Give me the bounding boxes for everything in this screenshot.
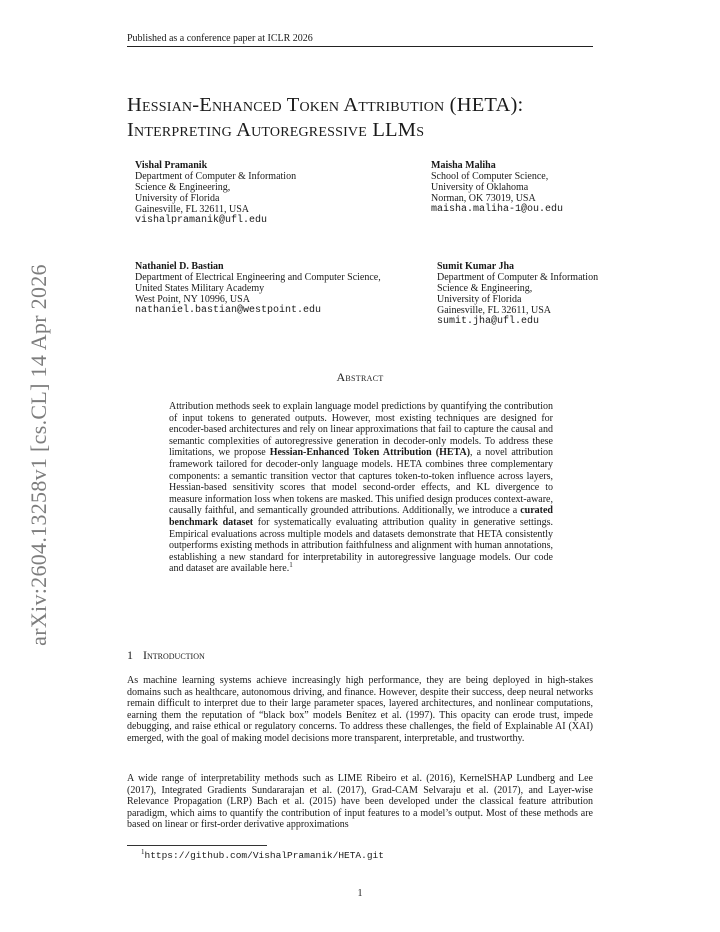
author-affiliation-line: Norman, OK 73019, USA	[431, 193, 536, 204]
body-paragraph: A wide range of interpretability methods such as LIME Ribeiro et al. (2016), KernelSHAP Lundberg and Lee (2017), Integrated Gradients Sundararajan et al. (2017), Grad-CAM Selvaraju et al. (2017), and Layer-wise Relevance Propagation (LRP) Bach et al. (2015) have been developed under the classical feature attribution paradigm, which aims to quantify the contribution of input features to a model’s output. Most of these methods are based on linear or first-order derivative approximations	[127, 773, 593, 831]
arxiv-sidebar-stamp	[19, 260, 59, 650]
body-paragraph: As machine learning systems achieve increasingly high performance, they are being deployed in high-stakes domains such as healthcare, autonomous driving, and finance. However, despite their success, deep neural networks remain difficult to interpret due to their large parameter spaces, layered architectures, and nonlinear computations, earning them the reputation of “black box” models Benítez et al. (1997). This opacity can erode trust, impede debugging, and raise ethical or regulatory concerns. To address these challenges, the field of Explainable AI (XAI) emerged, with the goal of making model decisions more transparent, interpretable, and trustworthy.	[127, 675, 593, 744]
author-block	[431, 160, 563, 215]
paper-title	[127, 93, 647, 143]
author-name: Nathaniel D. Bastian	[135, 261, 224, 272]
title-line-1: Hessian-Enhanced Token Attribution (HETA):	[127, 94, 524, 116]
section-number: 1	[127, 648, 133, 662]
author-affiliation-line: University of Florida	[135, 193, 220, 204]
author-email: sumit.jha@ufl.edu	[437, 316, 540, 327]
arxiv-identifier: arXiv:2604.13258v1 [cs.CL] 14 Apr 2026	[26, 264, 51, 646]
author-affiliation-line: Gainesville, FL 32611, USA	[437, 305, 551, 316]
author-affiliation-line: Gainesville, FL 32611, USA	[135, 204, 249, 215]
author-block	[135, 160, 296, 226]
author-affiliation-line: United States Military Academy	[135, 283, 265, 294]
author-email: nathaniel.bastian@westpoint.edu	[135, 305, 322, 316]
author-name: Vishal Pramanik	[135, 160, 208, 171]
abstract-text: for systematically evaluating attribution quality in generative settings. Empirical evaluations across multiple models and datasets demonstrate that HETA consistently outperforms existing methods in attribution faithfulness and alignment with human annotations, establishing a new standard for interpretability in autoregressive language models. Our code and dataset are available here.	[169, 516, 553, 575]
author-name: Sumit Kumar Jha	[437, 261, 515, 272]
author-affiliation-line: School of Computer Science,	[431, 171, 549, 182]
author-affiliation-line: University of Oklahoma	[431, 182, 529, 193]
page-number: 1	[357, 888, 363, 899]
abstract-emphasis: Hessian-Enhanced Token Attribution (HETA)	[269, 447, 471, 459]
footnote-rule	[127, 845, 267, 846]
author-affiliation-line: Science & Engineering,	[135, 182, 231, 193]
section-heading-introduction	[127, 648, 205, 663]
author-name: Maisha Maliha	[431, 160, 496, 171]
footnote	[141, 850, 384, 861]
running-header: Published as a conference paper at ICLR 2026	[127, 33, 313, 44]
abstract-body	[169, 401, 553, 575]
author-affiliation-line: Department of Computer & Information	[135, 171, 297, 182]
author-email: maisha.maliha-1@ou.edu	[431, 204, 564, 215]
header-rule	[127, 46, 593, 47]
section-title: Introduction	[143, 648, 205, 662]
author-email: vishalpramanik@ufl.edu	[135, 215, 268, 226]
abstract-heading: Abstract	[336, 370, 384, 384]
footnote-number: 1	[141, 848, 145, 856]
footnote-link[interactable]: https://github.com/VishalPramanik/HETA.git	[144, 850, 384, 861]
abstract-emphasis: curated benchmark dataset	[169, 505, 553, 528]
author-affiliation-line: Science & Engineering,	[437, 283, 533, 294]
author-block	[135, 261, 381, 316]
title-line-2: Interpreting Autoregressive LLMs	[127, 119, 425, 141]
author-affiliation-line: Department of Computer & Information	[437, 272, 599, 283]
footnote-marker[interactable]: 1	[289, 561, 293, 570]
author-affiliation-line: Department of Electrical Engineering and Computer Science,	[135, 272, 381, 283]
author-block	[437, 261, 598, 327]
abstract-text: Attribution methods seek to explain language model predictions by quantifying the contribution of input tokens to generated outputs. However, most existing techniques are designed for encoder-based architectures and rely on linear approximations that fail to capture the causal and semantic complexities of autoregressive generation in decoder-only models. To address these limitations, we propose	[169, 401, 553, 459]
author-affiliation-line: University of Florida	[437, 294, 522, 305]
abstract-text: , a novel attribution framework tailored for decoder-only language models. HETA combines three complementary components: a semantic transition vector that captures token-to-token influence across layers, Hessian-based sensitivity scores that model second-order effects, and KL divergence to measure information loss when tokens are masked. This unified design produces context-aware, causally faithful, and semantically grounded attributions. Additionally, we introduce a	[169, 447, 553, 517]
author-affiliation-line: West Point, NY 10996, USA	[135, 294, 250, 305]
